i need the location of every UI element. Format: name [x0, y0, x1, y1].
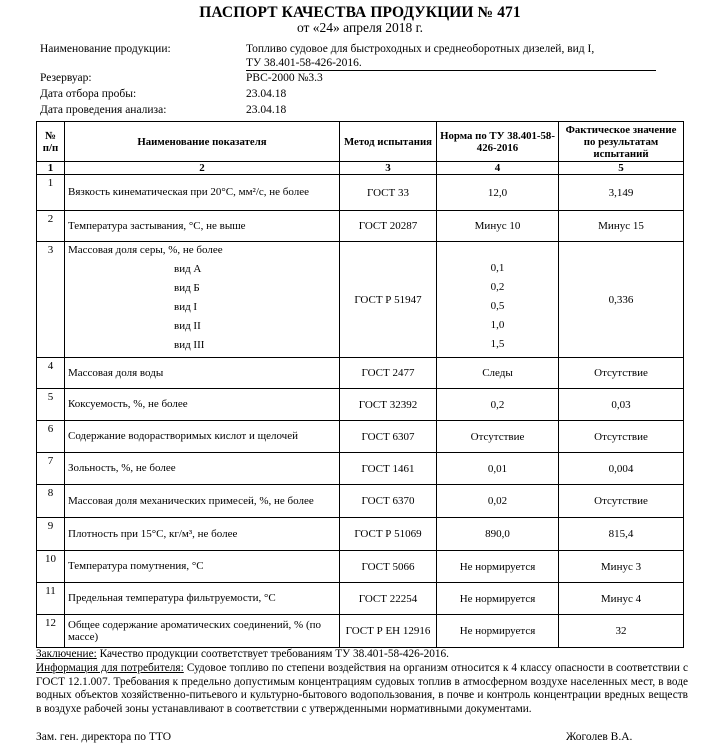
norm-value: 0,2: [490, 281, 505, 293]
header-method: Метод испытания: [340, 122, 437, 162]
conclusion-label: Заключение:: [36, 648, 97, 660]
row-number: 1: [37, 175, 65, 211]
test-method: ГОСТ 32392: [340, 389, 437, 421]
row-number: 9: [37, 518, 65, 551]
row-number: 2: [37, 211, 65, 242]
norm-value: 0,2: [437, 389, 559, 421]
row-number: 4: [37, 358, 65, 389]
col-number: 5: [559, 162, 684, 175]
actual-value: Минус 15: [559, 211, 684, 242]
indicator-name: Коксуемость, %, не более: [65, 389, 340, 421]
signer-name: Жоголев В.А.: [566, 731, 633, 743]
indicator-name: Массовая доля воды: [65, 358, 340, 389]
indicator-name: Содержание водорастворимых кислот и щелочей: [65, 421, 340, 453]
norm-value: 0,02: [437, 485, 559, 518]
sample-date-label: Дата отбора пробы:: [40, 88, 137, 100]
indicator-name: Предельная температура фильтруемости, °С: [65, 583, 340, 615]
norm-value: 1,0: [490, 319, 505, 331]
actual-value: 0,336: [559, 242, 684, 358]
product-value-line2: ТУ 38.401-58-426-2016.: [246, 57, 362, 69]
test-method: ГОСТ 6370: [340, 485, 437, 518]
col-number: 4: [437, 162, 559, 175]
actual-value: 3,149: [559, 175, 684, 211]
indicator-name: Зольность, %, не более: [65, 453, 340, 485]
signer-position: Зам. ген. директора по ТТО: [36, 731, 172, 743]
test-method: ГОСТ 20287: [340, 211, 437, 242]
table-row: [37, 211, 684, 242]
norm-value: 12,0: [437, 175, 559, 211]
row-number: 11: [37, 583, 65, 615]
table-row: [37, 421, 684, 453]
col-number: 3: [340, 162, 437, 175]
row-number: 10: [37, 551, 65, 583]
product-label: Наименование продукции:: [40, 43, 171, 55]
indicator-name: Общее содержание ароматических соединений, % (по массе): [65, 615, 340, 648]
tank-value: РВС-2000 №3.3: [246, 72, 323, 84]
table-row: [37, 485, 684, 518]
norm-value: Не нормируется: [437, 551, 559, 583]
conclusion: [36, 648, 688, 662]
row-number: 5: [37, 389, 65, 421]
indicator-name-cell: [65, 242, 340, 358]
table-row: [37, 551, 684, 583]
tank-label: Резервуар:: [40, 72, 92, 84]
table-row: [37, 175, 684, 211]
table-row: [37, 358, 684, 389]
norm-value: Не нормируется: [437, 583, 559, 615]
quality-table: [36, 121, 684, 648]
sulfur-subtype: вид А: [174, 262, 202, 275]
table-row: [37, 615, 684, 648]
header-num: № п/п: [37, 122, 65, 162]
norm-value: Минус 10: [437, 211, 559, 242]
table-row: [37, 453, 684, 485]
sulfur-subtype: вид II: [174, 319, 201, 332]
table-row: [37, 389, 684, 421]
indicator-name: Массовая доля механических примесей, %, не более: [65, 485, 340, 518]
test-method: ГОСТ Р 51069: [340, 518, 437, 551]
norm-value: 890,0: [437, 518, 559, 551]
sulfur-subtype: вид I: [174, 300, 198, 313]
header-actual: Фактическое значение по результатам испытаний: [559, 122, 684, 162]
product-value-line1: Топливо судовое для быстроходных и среднеоборотных дизелей, вид I,: [246, 43, 595, 55]
sulfur-subtype: вид III: [174, 338, 205, 351]
product-underline: [246, 70, 656, 71]
test-method: ГОСТ 5066: [340, 551, 437, 583]
row-number: 8: [37, 485, 65, 518]
actual-value: Минус 4: [559, 583, 684, 615]
indicator-name: Вязкость кинематическая при 20°С, мм²/с, не более: [65, 175, 340, 211]
row-number: 3: [37, 242, 65, 358]
table-row: [37, 518, 684, 551]
table-row: [37, 583, 684, 615]
test-method: ГОСТ 6307: [340, 421, 437, 453]
indicator-name: Массовая доля серы, %, не более: [68, 244, 223, 256]
consumer-info: [36, 662, 688, 716]
table-row: [37, 242, 684, 358]
row-number: 7: [37, 453, 65, 485]
norm-value: Отсутствие: [437, 421, 559, 453]
norm-value: 0,5: [490, 300, 505, 312]
actual-value: Отсутствие: [559, 485, 684, 518]
test-method: ГОСТ 1461: [340, 453, 437, 485]
norm-value: 0,01: [437, 453, 559, 485]
header-name: Наименование показателя: [65, 122, 340, 162]
norm-value: Следы: [437, 358, 559, 389]
conclusion-text: Качество продукции соответствует требованиям ТУ 38.401-58-426-2016.: [96, 648, 449, 660]
sample-date-value: 23.04.18: [246, 88, 287, 100]
indicator-name: Температура помутнения, °С: [65, 551, 340, 583]
analysis-date-label: Дата проведения анализа:: [40, 104, 167, 116]
test-method: ГОСТ 2477: [340, 358, 437, 389]
indicator-name: Температура застывания, °С, не выше: [65, 211, 340, 242]
test-method: ГОСТ 33: [340, 175, 437, 211]
document-title: ПАСПОРТ КАЧЕСТВА ПРОДУКЦИИ № 471: [199, 4, 521, 21]
actual-value: Отсутствие: [559, 421, 684, 453]
norm-value: 1,5: [490, 338, 505, 350]
actual-value: 815,4: [559, 518, 684, 551]
actual-value: Отсутствие: [559, 358, 684, 389]
indicator-name: Плотность при 15°С, кг/м³, не более: [65, 518, 340, 551]
analysis-date-value: 23.04.18: [246, 104, 287, 116]
norm-list-cell: [437, 242, 559, 358]
sulfur-subtype: вид Б: [174, 281, 200, 294]
consumer-info-label: Информация для потребителя:: [36, 662, 184, 674]
row-number: 12: [37, 615, 65, 648]
norm-value: 0,1: [490, 262, 505, 274]
norm-value: Не нормируется: [437, 615, 559, 648]
col-number: 1: [37, 162, 65, 175]
actual-value: Минус 3: [559, 551, 684, 583]
actual-value: 0,004: [559, 453, 684, 485]
row-number: 6: [37, 421, 65, 453]
document-date: от «24» апреля 2018 г.: [296, 20, 424, 35]
test-method: ГОСТ Р ЕН 12916: [340, 615, 437, 648]
actual-value: 0,03: [559, 389, 684, 421]
header-norm: Норма по ТУ 38.401-58-426-2016: [437, 122, 559, 162]
col-number: 2: [65, 162, 340, 175]
actual-value: 32: [559, 615, 684, 648]
test-method: ГОСТ Р 51947: [340, 242, 437, 358]
test-method: ГОСТ 22254: [340, 583, 437, 615]
consumer-info-text: Судовое топливо по степени воздействия на организм относится к 4 классу опасности в соответствии с ГОСТ 12.1.007. Требования к предельно допустимым концентрациям судовых топлив в атмосферном воздухе населенных мест, в воде водных объектов хозяйственно-питьевого и культурно-бытового водопользования, в почве и контроль концентрации вредных веществ в воздухе рабочей зоны устанавливают в соответствии с утвержденными нормативными документами.: [36, 662, 688, 715]
